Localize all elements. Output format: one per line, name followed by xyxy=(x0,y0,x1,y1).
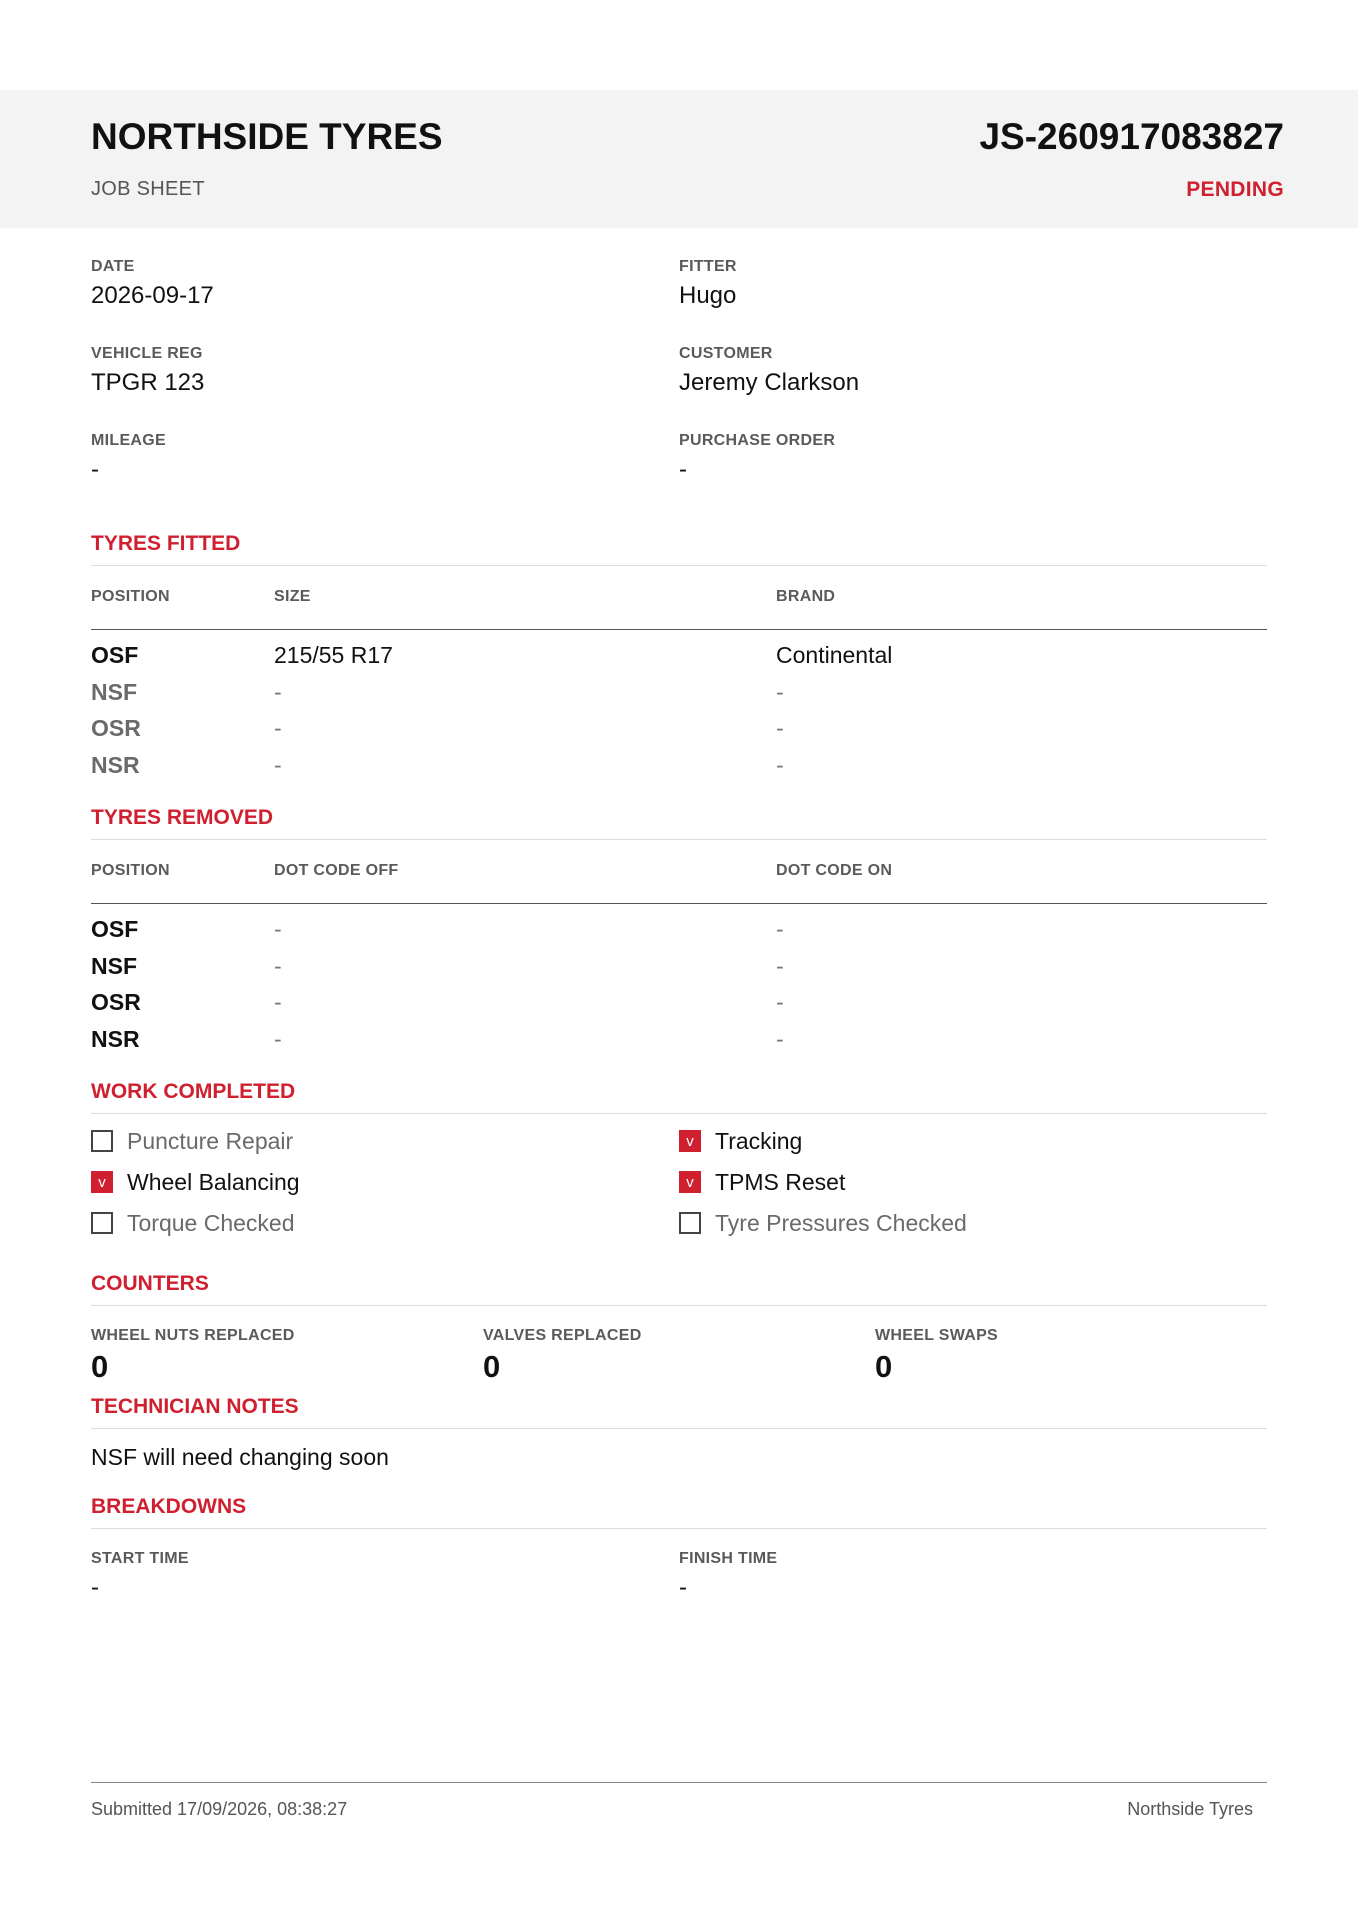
vehicle-reg-label: VEHICLE REG xyxy=(91,345,203,362)
position-cell: NSR xyxy=(91,1025,140,1052)
dot-code-off-cell: - xyxy=(274,989,282,1015)
footer-divider xyxy=(91,1782,1267,1783)
table-row xyxy=(91,904,1267,941)
customer-field xyxy=(679,345,859,397)
counter-label: WHEEL SWAPS xyxy=(875,1327,999,1344)
work-item-tyre-pressures-checked[interactable] xyxy=(679,1208,967,1238)
purchase-order-field xyxy=(679,432,835,484)
date-value: 2026-09-17 xyxy=(91,282,214,309)
brand-cell: - xyxy=(776,715,784,741)
position-cell: OSR xyxy=(91,989,141,1015)
position-cell: OSR xyxy=(91,715,141,741)
counters-title: COUNTERS xyxy=(91,1272,1267,1306)
footer-company: Northside Tyres xyxy=(1127,1799,1253,1819)
table-row xyxy=(91,667,1267,704)
checkbox[interactable] xyxy=(679,1212,701,1234)
vehicle-reg-field xyxy=(91,345,204,397)
position-cell: OSF xyxy=(91,916,139,942)
checkbox-checked[interactable]: v xyxy=(679,1171,701,1193)
dot-code-on-cell: - xyxy=(776,989,784,1015)
customer-label: CUSTOMER xyxy=(679,345,773,362)
wheel-swaps-counter xyxy=(875,1327,998,1385)
finish-time-value: - xyxy=(679,1574,687,1601)
column-header: DOT CODE OFF xyxy=(274,862,399,879)
purchase-order-label: PURCHASE ORDER xyxy=(679,432,836,449)
brand-cell: - xyxy=(776,751,784,778)
size-cell: - xyxy=(274,715,282,741)
tyres-fitted-title: TYRES FITTED xyxy=(91,532,1267,566)
column-header: SIZE xyxy=(274,588,311,605)
checkbox[interactable] xyxy=(91,1130,113,1152)
counter-label: WHEEL NUTS REPLACED xyxy=(91,1327,295,1344)
wheel-nuts-counter xyxy=(91,1327,295,1385)
valves-counter xyxy=(483,1327,642,1385)
start-time-label: START TIME xyxy=(91,1550,189,1567)
work-item-tracking[interactable] xyxy=(679,1126,802,1156)
table-header xyxy=(91,565,1267,630)
dot-code-off-cell: - xyxy=(274,1025,282,1052)
document-type: JOB SHEET xyxy=(91,178,205,200)
work-item-label: Puncture Repair xyxy=(127,1127,294,1154)
work-item-torque-checked[interactable] xyxy=(91,1208,295,1238)
column-header: POSITION xyxy=(91,588,170,605)
date-label: DATE xyxy=(91,258,135,275)
mileage-field xyxy=(91,432,166,484)
technician-notes-text: NSF will need changing soon xyxy=(91,1444,389,1470)
table-header xyxy=(91,839,1267,904)
start-time-field xyxy=(91,1550,189,1602)
fitter-field xyxy=(679,258,737,310)
start-time-value: - xyxy=(91,1574,99,1601)
counter-label: VALVES REPLACED xyxy=(483,1327,642,1344)
column-header: DOT CODE ON xyxy=(776,862,893,879)
table-row xyxy=(91,703,1267,740)
job-sheet-header xyxy=(0,90,1358,228)
column-header: BRAND xyxy=(776,588,836,605)
work-item-puncture-repair[interactable] xyxy=(91,1126,293,1156)
customer-value: Jeremy Clarkson xyxy=(679,369,860,396)
purchase-order-value: - xyxy=(679,456,687,483)
size-cell: - xyxy=(274,751,282,778)
table-row xyxy=(91,941,1267,978)
dot-code-on-cell: - xyxy=(776,952,784,979)
finish-time-label: FINISH TIME xyxy=(679,1550,778,1567)
date-field xyxy=(91,258,214,310)
checkbox-checked[interactable]: v xyxy=(679,1130,701,1152)
mileage-value: - xyxy=(91,456,99,483)
breakdowns-title: BREAKDOWNS xyxy=(91,1495,1267,1529)
finish-time-field xyxy=(679,1550,777,1602)
position-cell: OSF xyxy=(91,642,139,668)
fitter-label: FITTER xyxy=(679,258,737,275)
dot-code-off-cell: - xyxy=(274,916,282,942)
work-completed-title: WORK COMPLETED xyxy=(91,1080,1267,1114)
work-item-label: Tyre Pressures Checked xyxy=(715,1209,967,1236)
counter-value: 0 xyxy=(875,1349,893,1384)
vehicle-reg-value: TPGR 123 xyxy=(91,369,205,396)
work-item-label: Tracking xyxy=(715,1127,803,1154)
dot-code-on-cell: - xyxy=(776,1025,784,1052)
tyres-removed-table xyxy=(91,839,1267,1050)
job-number: JS-260917083827 xyxy=(979,116,1284,157)
work-item-wheel-balancing[interactable] xyxy=(91,1167,300,1197)
table-row xyxy=(91,977,1267,1014)
mileage-label: MILEAGE xyxy=(91,432,166,449)
submitted-timestamp: Submitted 17/09/2026, 08:38:27 xyxy=(91,1799,348,1819)
table-row xyxy=(91,1014,1267,1051)
checkbox-checked[interactable]: v xyxy=(91,1171,113,1193)
dot-code-off-cell: - xyxy=(274,952,282,979)
tyres-fitted-table xyxy=(91,565,1267,776)
tyres-removed-title: TYRES REMOVED xyxy=(91,806,1267,840)
brand-cell: - xyxy=(776,678,784,705)
table-row xyxy=(91,740,1267,777)
counter-value: 0 xyxy=(91,1349,109,1384)
position-cell: NSR xyxy=(91,751,140,778)
table-row xyxy=(91,630,1267,667)
company-name: NORTHSIDE TYRES xyxy=(91,116,443,157)
work-item-label: Wheel Balancing xyxy=(127,1168,300,1195)
technician-notes-title: TECHNICIAN NOTES xyxy=(91,1395,1267,1429)
position-cell: NSF xyxy=(91,678,137,705)
checkbox[interactable] xyxy=(91,1212,113,1234)
column-header: POSITION xyxy=(91,862,170,879)
counter-value: 0 xyxy=(483,1349,501,1384)
status-badge: PENDING xyxy=(1186,178,1284,201)
work-item-label: Torque Checked xyxy=(127,1209,295,1236)
fitter-value: Hugo xyxy=(679,282,737,309)
work-item-label: TPMS Reset xyxy=(715,1168,846,1195)
size-cell: - xyxy=(274,678,282,705)
size-cell: 215/55 R17 xyxy=(274,642,393,668)
brand-cell: Continental xyxy=(776,642,893,668)
position-cell: NSF xyxy=(91,952,137,979)
work-item-tpms-reset[interactable] xyxy=(679,1167,845,1197)
dot-code-on-cell: - xyxy=(776,916,784,942)
